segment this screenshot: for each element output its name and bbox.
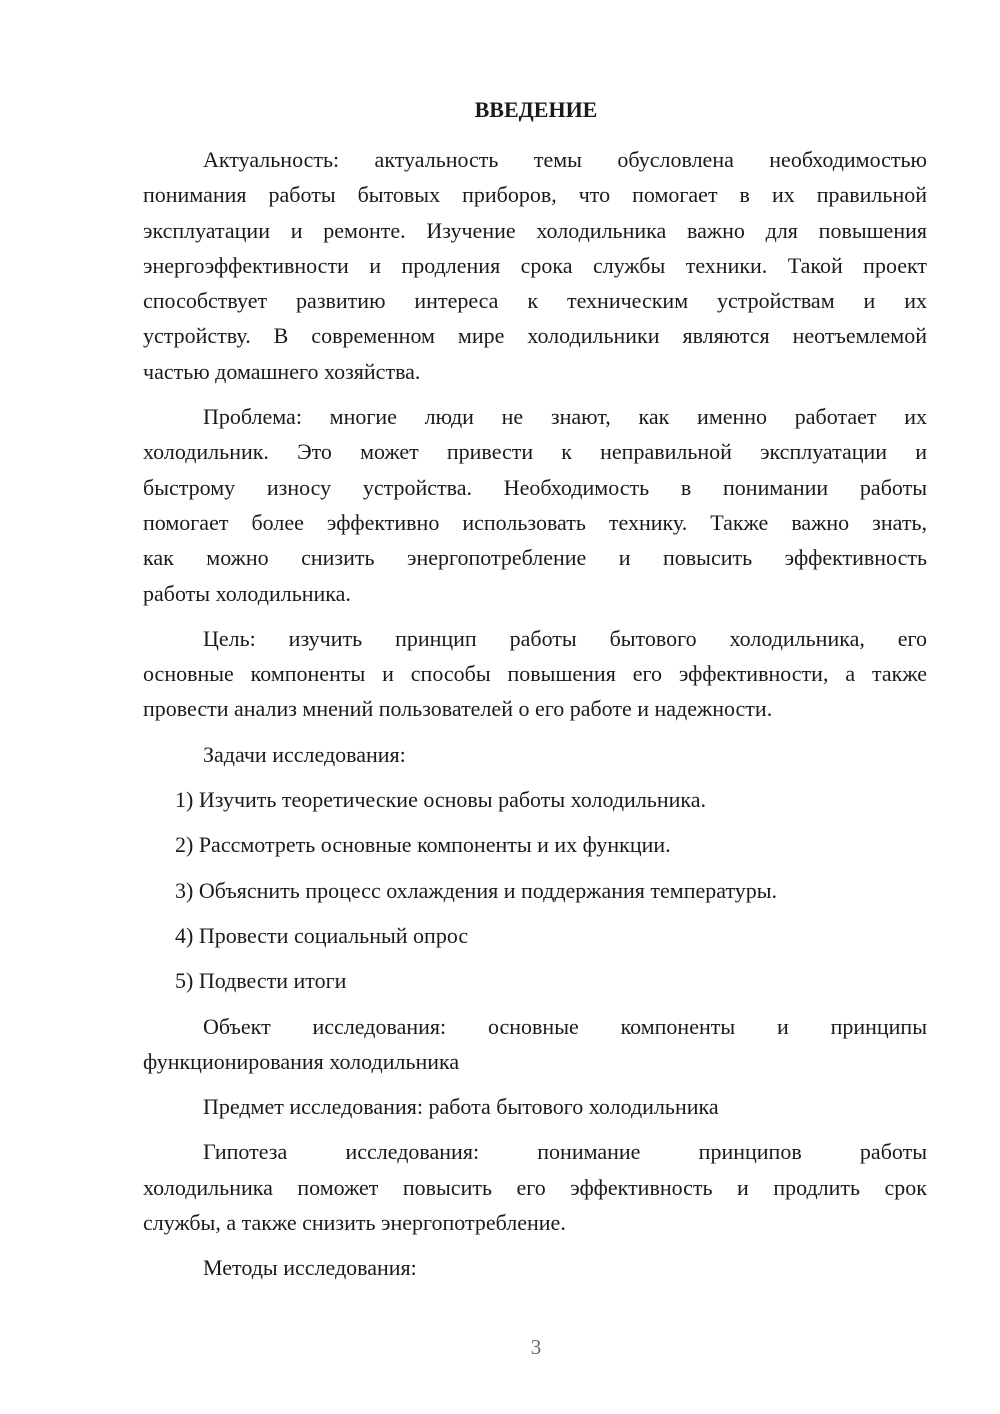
text-line: 5) Подвести итоги [175, 968, 347, 994]
text-line: 4) Провести социальный опрос [175, 922, 469, 948]
text-line: Методы исследования: [203, 1255, 417, 1281]
text-line: Проблема: многие люди не знают, как именно работает их [203, 404, 927, 430]
page-number: 3 [530, 1335, 542, 1359]
paragraph [143, 621, 927, 727]
document-body [143, 142, 927, 1296]
text-line: службы, а также снизить энергопотребление. [143, 1210, 566, 1236]
paragraph [143, 1089, 927, 1124]
text-line: функционирования холодильника [143, 1048, 460, 1074]
text-line: провести анализ мнений пользователей о его работе и надежности. [143, 696, 773, 722]
text-line: Цель: изучить принцип работы бытового холодильника, его [203, 625, 927, 651]
text-line: холодильника поможет повысить его эффективность и продлить срок [143, 1174, 927, 1200]
text-line: помогает более эффективно использовать технику. Также важно знать, [143, 509, 927, 535]
text-line: Актуальность: актуальность темы обусловлена необходимостью [203, 147, 927, 172]
section-title: ВВЕДЕНИЕ [474, 97, 598, 122]
text-line: частью домашнего хозяйства. [143, 358, 421, 384]
text-line: основные компоненты и способы повышения его эффективности, а также [143, 661, 927, 687]
text-line: Объект исследования: основные компоненты и принципы [203, 1013, 927, 1039]
text-line: 2) Рассмотреть основные компоненты и их функции. [175, 832, 671, 858]
text-line: понимания работы бытовых приборов, что помогает в их правильной [143, 182, 927, 208]
text-line: работы холодильника. [143, 580, 351, 606]
text-line: быстрому износу устройства. Необходимость в понимании работы [143, 474, 927, 500]
list-item [143, 827, 927, 862]
text-line: 1) Изучить теоретические основы работы холодильника. [175, 787, 707, 813]
text-line: эксплуатации и ремонте. Изучение холодильника важно для повышения [143, 217, 927, 243]
list-item [143, 918, 927, 953]
text-line: Задачи исследования: [203, 741, 406, 767]
paragraph [143, 1134, 927, 1240]
paragraph [143, 737, 927, 772]
text-line: Предмет исследования: работа бытового холодильника [203, 1094, 719, 1120]
text-line: энергоэффективности и продления срока службы техники. Такой проект [143, 252, 927, 278]
text-line: как можно снизить энергопотребление и повысить эффективность [143, 545, 927, 571]
paragraph [143, 399, 927, 611]
list-item [143, 782, 927, 817]
list-item [143, 873, 927, 908]
text-line: 3) Объяснить процесс охлаждения и поддержания температуры. [175, 877, 778, 903]
list-item [143, 963, 927, 998]
paragraph [143, 142, 927, 389]
paragraph [143, 1250, 927, 1285]
text-line: холодильник. Это может привести к неправильной эксплуатации и [143, 439, 927, 465]
text-line: Гипотеза исследования: понимание принципов работы [203, 1139, 927, 1165]
paragraph [143, 1009, 927, 1080]
text-line: устройству. В современном мире холодильники являются неотъемлемой [143, 323, 927, 349]
text-line: способствует развитию интереса к техническим устройствам и их [143, 288, 927, 314]
